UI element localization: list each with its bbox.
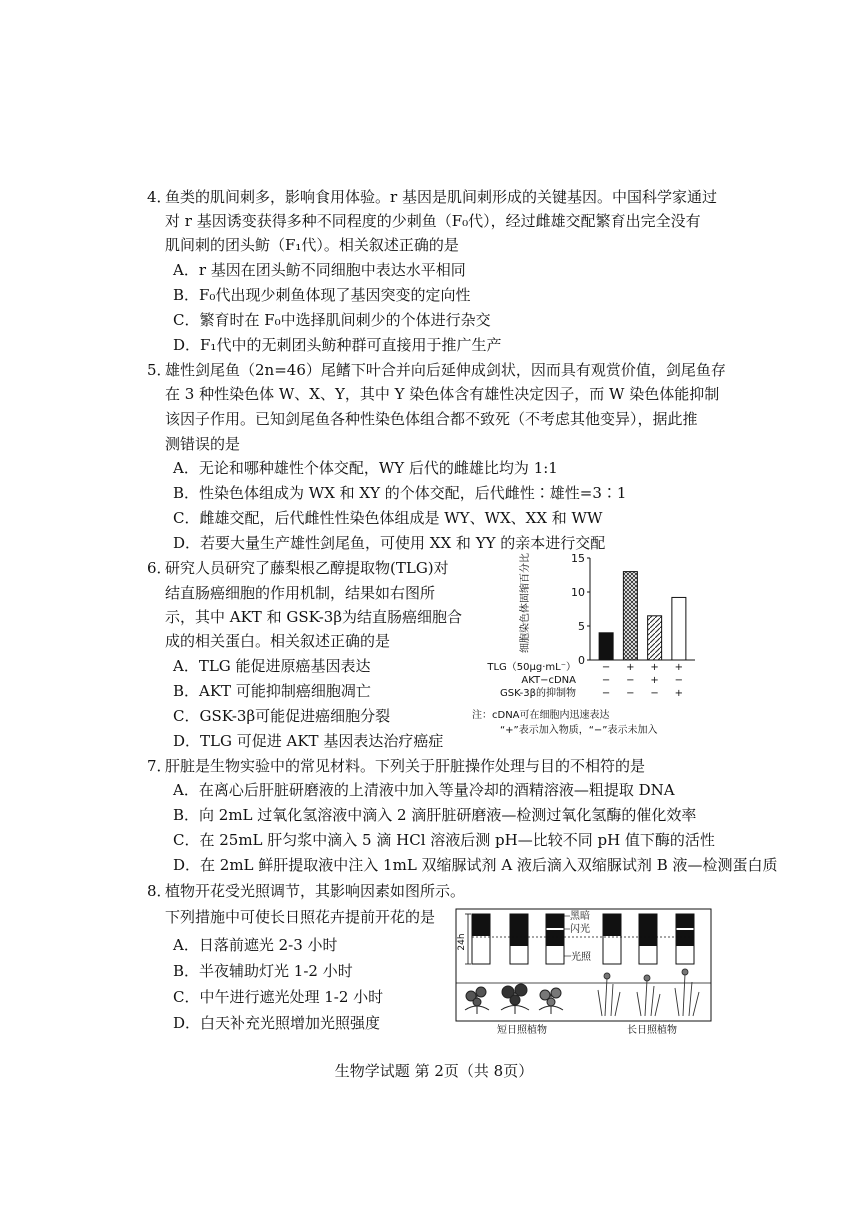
q8-option-c: C．中午进行遮光处理 1-2 小时 — [173, 988, 384, 1006]
chart-note-2: “+”表示加入物质，“−”表示未加入 — [500, 725, 658, 736]
q6-stem-line1: 研究人员研究了藤梨根乙醇提取物(TLG)对 — [165, 559, 449, 577]
label-short-day-plants: 短日照植物 — [497, 1025, 547, 1036]
q6-stem-line2: 结直肠癌细胞的作用机制，结果如右图所 — [165, 584, 436, 602]
q8-option-d: D．白天补充光照增加光照强度 — [173, 1014, 381, 1032]
short-day-plant-2 — [501, 984, 529, 1014]
q5-option-d: D．若要大量生产雄性剑尾鱼，可使用 XX 和 YY 的亲本进行交配 — [173, 534, 606, 552]
chart-condition-mark: + — [674, 662, 684, 673]
chart-condition-mark: + — [650, 675, 659, 686]
q6-bar-chart — [470, 548, 710, 740]
page-footer: 生物学试题 第 2页（共 8页） — [334, 1062, 534, 1080]
chart-condition-mark: − — [601, 675, 611, 686]
q5-stem-line4: 测错误的是 — [165, 435, 241, 453]
q6-option-c: C．GSK-3β可能促进癌细胞分裂 — [173, 707, 391, 725]
chart-condition-label: AKT−cDNA — [521, 675, 576, 686]
q7-number: 7． — [147, 757, 172, 775]
q7-option-b: B．向 2mL 过氧化氢溶液中滴入 2 滴肝脏研磨液—检测过氧化氢酶的催化效率 — [173, 806, 697, 824]
q4-option-c: C．繁育时在 F₀中选择肌间刺少的个体进行杂交 — [173, 311, 491, 329]
q5-option-c: C．雌雄交配，后代雌性性染色体组成是 WY、WX、XX 和 WW — [173, 509, 603, 527]
q5-option-a: A．无论和哪种雄性个体交配，WY 后代的雌雄比均为 1:1 — [173, 459, 558, 477]
q7-option-c: C．在 25mL 肝匀浆中滴入 5 滴 HCl 溶液后测 pH—比较不同 pH 值下酶的活性 — [173, 831, 715, 849]
q4-stem-line3: 肌间刺的团头鲂（F₁代）。相关叙述正确的是 — [165, 236, 459, 254]
q4-number: 4． — [147, 188, 172, 206]
chart-ylabel: 细胞染色体固缩百分比 — [520, 553, 531, 653]
chart-condition-mark: − — [626, 688, 635, 699]
q5-option-b: B．性染色体组成为 WX 和 XY 的个体交配，后代雌性∶雄性=3∶1 — [173, 484, 627, 502]
q6-stem-line4: 成的相关蛋白。相关叙述正确的是 — [165, 632, 391, 650]
chart-bar — [648, 616, 662, 660]
q7-option-d: D．在 2mL 鲜肝提取液中注入 1mL 双缩脲试剂 A 液后滴入双缩脲试剂 B 液—检测蛋白质 — [173, 856, 778, 874]
q4-stem-line2: 对 r 基因诱变获得多种不同程度的少刺鱼（F₀代），经过雌雄交配繁育出完全没有 — [165, 212, 701, 230]
q8-stem-line2: 下列措施中可使长日照花卉提前开花的是 — [165, 908, 436, 926]
q6-stem-line3: 示，其中 AKT 和 GSK-3β为结直肠癌细胞合 — [165, 608, 463, 626]
q8-option-a: A．日落前遮光 2-3 小时 — [173, 936, 338, 954]
q5-stem-line2: 在 3 种性染色体 W、X、Y，其中 Y 染色体含有雄性决定因子，而 W 染色体能抑制 — [165, 385, 720, 403]
q7-option-a: A．在离心后肝脏研磨液的上清液中加入等量冷却的酒精溶液—粗提取 DNA — [173, 781, 675, 799]
q5-stem-line3: 该因子作用。已知剑尾鱼各种性染色体组合都不致死（不考虑其他变异），据此推 — [165, 410, 698, 428]
label-flash: 闪光 — [570, 924, 590, 935]
q8-photoperiod-diagram — [455, 906, 713, 1038]
chart-y-tick-label: 10 — [571, 586, 585, 599]
chart-condition-mark: + — [674, 688, 684, 699]
q4-option-a: A．r 基因在团头鲂不同细胞中表达水平相同 — [173, 261, 466, 279]
q8-option-b: B．半夜辅助灯光 1-2 小时 — [173, 962, 353, 980]
q5-stem-line1: 雄性剑尾鱼（2n=46）尾鳍下叶合并向后延伸成剑状，因而具有观赏价值，剑尾鱼存 — [165, 361, 726, 379]
chart-note-1: 注：cDNA可在细胞内迅速表达 — [472, 710, 610, 721]
short-day-plant-3 — [539, 988, 563, 1014]
q6-option-a: A．TLG 能促进原癌基因表达 — [173, 657, 371, 675]
q6-number: 6． — [147, 559, 172, 577]
column-5 — [639, 914, 657, 964]
chart-condition-label: GSK-3β的抑制物 — [500, 688, 576, 699]
q6-option-d: D．TLG 可促进 AKT 基因表达治疗癌症 — [173, 732, 444, 750]
chart-condition-mark: − — [601, 688, 611, 699]
chart-y-tick-label: 0 — [578, 654, 585, 667]
q4-stem-line1: 鱼类的肌间刺多，影响食用体验。r 基因是肌间刺形成的关键基因。中国科学家通过 — [165, 188, 717, 206]
column-2 — [510, 914, 528, 964]
chart-condition-mark: − — [626, 675, 635, 686]
q8-stem-line1: 植物开花受光照调节，其影响因素如图所示。 — [165, 882, 466, 900]
short-day-plant-1 — [465, 987, 489, 1014]
chart-y-tick-label: 5 — [578, 620, 585, 633]
q7-stem-line1: 肝脏是生物实验中的常见材料。下列关于肝脏操作处理与目的不相符的是 — [165, 757, 646, 775]
chart-condition-label: TLG（50μg·mL⁻） — [487, 662, 576, 673]
chart-bar — [599, 633, 613, 660]
chart-condition-mark: − — [650, 688, 659, 699]
column-4 — [603, 914, 621, 964]
label-dark: 黑暗 — [570, 911, 590, 922]
long-day-plant-1 — [598, 973, 620, 1016]
column-3 — [546, 914, 564, 964]
chart-condition-mark: − — [601, 662, 611, 673]
q5-number: 5． — [147, 361, 172, 379]
chart-condition-mark: + — [626, 662, 635, 673]
long-day-plant-3 — [675, 969, 699, 1016]
chart-y-tick-label: 15 — [571, 552, 585, 565]
column-6 — [676, 914, 694, 964]
q4-option-b: B．F₀代出现少刺鱼体现了基因突变的定向性 — [173, 286, 471, 304]
q4-option-d: D．F₁代中的无刺团头鲂种群可直接用于推广生产 — [173, 336, 502, 354]
q6-option-b: B．AKT 可能抑制癌细胞凋亡 — [173, 682, 371, 700]
q8-number: 8． — [147, 882, 172, 900]
chart-condition-mark: + — [650, 662, 659, 673]
label-24h: 24h — [457, 933, 467, 951]
column-1 — [472, 914, 490, 964]
label-long-day-plants: 长日照植物 — [627, 1025, 677, 1036]
chart-condition-mark: − — [674, 675, 684, 686]
chart-bar — [623, 572, 637, 660]
long-day-plant-2 — [637, 975, 660, 1016]
label-light: 光照 — [571, 952, 591, 963]
chart-bar — [672, 597, 686, 660]
